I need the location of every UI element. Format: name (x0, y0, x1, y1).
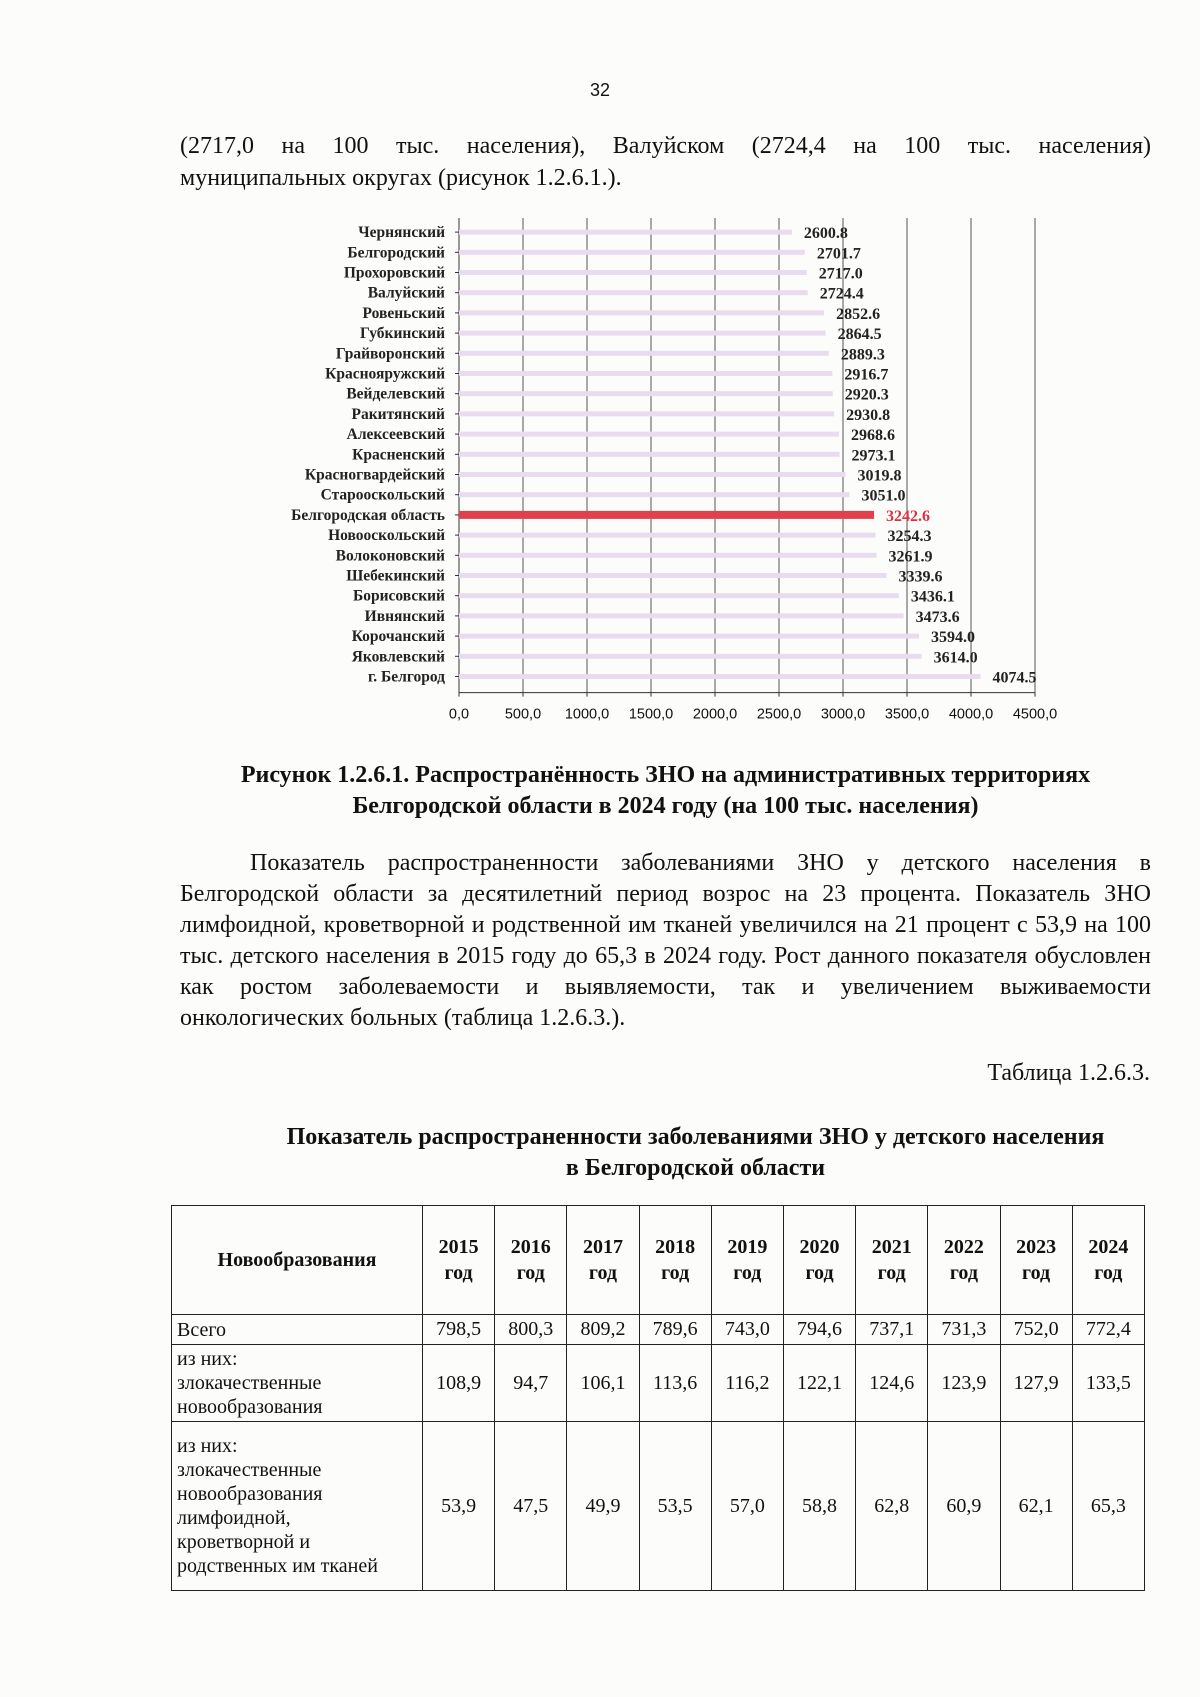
year-number: 2016 (510, 1236, 551, 1258)
data-label: 3339.6 (898, 568, 943, 586)
table-cell: 122,1 (783, 1345, 855, 1422)
bar (459, 472, 846, 477)
data-label: 2600.8 (803, 225, 848, 243)
table-cell: 60,9 (928, 1422, 1000, 1591)
table-cell: 57,0 (711, 1422, 783, 1591)
data-label: 2864.5 (837, 326, 882, 344)
bar (459, 654, 922, 659)
year-suffix: год (733, 1262, 762, 1284)
year-suffix: год (949, 1262, 978, 1284)
category-label: Красненский (352, 446, 445, 464)
table-cell: 800,3 (495, 1315, 567, 1345)
table-cell: 794,6 (783, 1315, 855, 1345)
table-header-year (856, 1206, 928, 1315)
year-number: 2024 (1088, 1236, 1129, 1258)
category-label: г. Белгород (367, 668, 445, 686)
year-number: 2021 (871, 1236, 912, 1258)
table-row (172, 1345, 1145, 1422)
data-label: 2852.6 (836, 305, 881, 323)
data-table (171, 1205, 1145, 1591)
x-tick-label: 0,0 (448, 706, 470, 723)
bar (459, 634, 919, 639)
bar (459, 411, 834, 416)
table-cell: 133,5 (1072, 1345, 1144, 1422)
year-number: 2015 (438, 1236, 479, 1258)
year-number: 2018 (655, 1236, 696, 1258)
bar (459, 331, 826, 336)
table-cell: 731,3 (928, 1315, 1000, 1345)
figure-caption-line-2: Белгородской области в 2024 году (на 100 тыс. населения) (352, 793, 979, 819)
x-tick-label: 2000,0 (692, 706, 738, 723)
category-label: Новооскольский (328, 527, 445, 545)
data-label: 3254.3 (887, 528, 932, 546)
row-label (172, 1315, 423, 1345)
table-header-year (711, 1206, 783, 1315)
row-label-line: злокачественные (177, 1372, 322, 1394)
bar (459, 230, 792, 235)
data-label: 2968.6 (850, 427, 895, 445)
table-cell: 127,9 (1000, 1345, 1072, 1422)
bar (459, 533, 876, 538)
data-label: 3019.8 (857, 467, 902, 485)
x-tick-label: 4500,0 (1012, 706, 1058, 723)
table-cell: 94,7 (495, 1345, 567, 1422)
x-tick-label: 2500,0 (756, 706, 802, 723)
category-label: Грайворонский (335, 345, 445, 363)
table-header-first: Новообразования (172, 1206, 423, 1315)
row-label-line: лимфоидной, (177, 1507, 291, 1529)
table-header-year (495, 1206, 567, 1315)
data-label: 2724.4 (819, 285, 864, 303)
table-header-year (639, 1206, 711, 1315)
year-number: 2022 (943, 1236, 984, 1258)
table-cell: 53,9 (423, 1422, 495, 1591)
table-cell: 116,2 (711, 1345, 783, 1422)
data-label: 3261.9 (888, 548, 933, 566)
category-label: Ракитянский (351, 405, 445, 423)
bar (459, 432, 839, 437)
row-label-line: кроветворной и (177, 1531, 311, 1553)
year-suffix: год (661, 1262, 690, 1284)
category-label: Алексеевский (346, 426, 445, 444)
table-cell: 108,9 (423, 1345, 495, 1422)
category-label: Белгородский (347, 244, 445, 262)
bar-chart (0, 0, 1200, 740)
year-suffix: год (877, 1262, 906, 1284)
intro-line-1: (2717,0 на 100 тыс. населения), Валуйском (2724,4 на 100 тыс. населения) (180, 133, 1151, 159)
table-cell: 124,6 (856, 1345, 928, 1422)
category-label: Губкинский (359, 325, 445, 343)
x-tick-label: 4000,0 (948, 706, 994, 723)
category-label: Ивнянский (364, 607, 445, 625)
table-cell: 743,0 (711, 1315, 783, 1345)
intro-line-2: муниципальных округах (рисунок 1.2.6.1.). (180, 165, 622, 191)
table-cell: 809,2 (567, 1315, 639, 1345)
table-header-year (1072, 1206, 1144, 1315)
table-header-year (423, 1206, 495, 1315)
x-tick-label: 3500,0 (884, 706, 930, 723)
data-label: 2930.8 (846, 406, 891, 424)
data-label: 2916.7 (844, 366, 889, 384)
x-tick-label: 500,0 (504, 706, 542, 723)
figure-caption (180, 760, 1151, 822)
bar (459, 511, 874, 519)
row-label-line: из них: (177, 1348, 238, 1370)
table-cell: 58,8 (783, 1422, 855, 1591)
bar (459, 573, 886, 578)
table-header-year (567, 1206, 639, 1315)
x-tick-label: 1000,0 (564, 706, 610, 723)
year-suffix: год (1094, 1262, 1123, 1284)
body-paragraph-text: Показатель распространенности заболеваниями ЗНО у детского населения в Белгородской области за десятилетний период возрос на 23 процента. Показатель ЗНО лимфоидной, кроветворной и родственной им тканей увеличился на 21 процент с 53,9 на 100 тыс. детского населения в 2015 году до 65,3 в 2024 году. Рост данного показателя обусловлен как ростом заболеваемости и выявляемости, так и увеличением выживаемости онкологических больных (таблица 1.2.6.3.). (180, 850, 1151, 1031)
table-header-year (928, 1206, 1000, 1315)
x-tick-label: 3000,0 (820, 706, 866, 723)
table-header-year (783, 1206, 855, 1315)
year-suffix: год (516, 1262, 545, 1284)
data-label: 2920.3 (844, 386, 889, 404)
table-cell: 798,5 (423, 1315, 495, 1345)
table-title-line-2: в Белгородской области (565, 1155, 826, 1181)
category-label: Ровеньский (362, 304, 445, 322)
table-cell: 789,6 (639, 1315, 711, 1345)
row-label-line: злокачественные (177, 1459, 322, 1481)
data-label: 2701.7 (816, 245, 861, 263)
category-label: Старооскольский (320, 486, 445, 504)
bar (459, 391, 833, 396)
bar (459, 553, 877, 558)
category-label: Валуйский (367, 284, 445, 302)
table-cell: 106,1 (567, 1345, 639, 1422)
row-label-line: Всего (177, 1318, 227, 1341)
category-label: Чернянский (358, 224, 445, 242)
year-suffix: год (444, 1262, 473, 1284)
bar (459, 613, 904, 618)
data-label: 3051.0 (861, 487, 906, 505)
bar (459, 593, 899, 598)
bar (459, 351, 829, 356)
data-label: 3436.1 (910, 588, 955, 606)
table-title-line-1: Показатель распространенности заболеваниями ЗНО у детского населения (286, 1124, 1105, 1150)
bar (459, 250, 805, 255)
bar (459, 674, 981, 679)
bar (459, 290, 808, 295)
table-cell: 123,9 (928, 1345, 1000, 1422)
row-label-line: из них: (177, 1435, 238, 1457)
row-label-line: новообразования (177, 1396, 323, 1418)
table-cell: 47,5 (495, 1422, 567, 1591)
data-label: 3594.0 (931, 629, 976, 647)
body-paragraph (180, 848, 1151, 1034)
data-label: 3473.6 (915, 608, 960, 626)
bar (459, 452, 840, 457)
table-label: Таблица 1.2.6.3. (987, 1060, 1150, 1086)
year-number: 2019 (727, 1236, 768, 1258)
category-label: Краснояружский (325, 365, 445, 383)
year-suffix: год (805, 1262, 834, 1284)
category-label: Борисовский (352, 587, 445, 605)
year-number: 2023 (1016, 1236, 1057, 1258)
table-header-year (1000, 1206, 1072, 1315)
table-cell: 737,1 (856, 1315, 928, 1345)
bar (459, 371, 832, 376)
data-label: 3614.0 (933, 649, 978, 667)
bar (459, 310, 824, 315)
figure-caption-line-1: Рисунок 1.2.6.1. Распространённость ЗНО на административных территориях (240, 762, 1091, 788)
data-label: 4074.5 (992, 669, 1037, 687)
table-row (172, 1422, 1145, 1591)
x-tick-label: 1500,0 (628, 706, 674, 723)
table-cell: 53,5 (639, 1422, 711, 1591)
table-title (240, 1122, 1151, 1184)
table-cell: 62,8 (856, 1422, 928, 1591)
category-label: Волоконовский (335, 547, 445, 565)
category-label: Вейделевский (346, 385, 445, 403)
table-header-row (172, 1206, 1145, 1315)
year-number: 2017 (582, 1236, 623, 1258)
table-cell: 62,1 (1000, 1422, 1072, 1591)
row-label-line: родственных им тканей (177, 1555, 378, 1577)
bar (459, 270, 807, 275)
data-label: 2889.3 (840, 346, 885, 364)
category-label: Прохоровский (343, 264, 445, 282)
table-row (172, 1315, 1145, 1345)
year-number: 2020 (799, 1236, 840, 1258)
bar (459, 492, 850, 497)
data-label: 3242.6 (886, 507, 931, 525)
category-label: Корочанский (351, 628, 445, 646)
table-cell: 752,0 (1000, 1315, 1072, 1345)
data-label: 2717.0 (818, 265, 863, 283)
category-label: Шебекинский (346, 567, 445, 585)
row-label-line: новообразования (177, 1483, 323, 1505)
category-label: Яковлевский (351, 648, 445, 666)
table-cell: 65,3 (1072, 1422, 1144, 1591)
table-cell: 772,4 (1072, 1315, 1144, 1345)
year-suffix: год (588, 1262, 618, 1284)
table-cell: 49,9 (567, 1422, 639, 1591)
row-label (172, 1345, 423, 1422)
table-cell: 113,6 (639, 1345, 711, 1422)
category-label: Красногвардейский (304, 466, 445, 484)
page-number: 32 (589, 80, 611, 100)
data-label: 2973.1 (851, 447, 896, 465)
year-suffix: год (1022, 1262, 1051, 1284)
row-label (172, 1422, 423, 1591)
category-label: Белгородская область (291, 506, 445, 524)
